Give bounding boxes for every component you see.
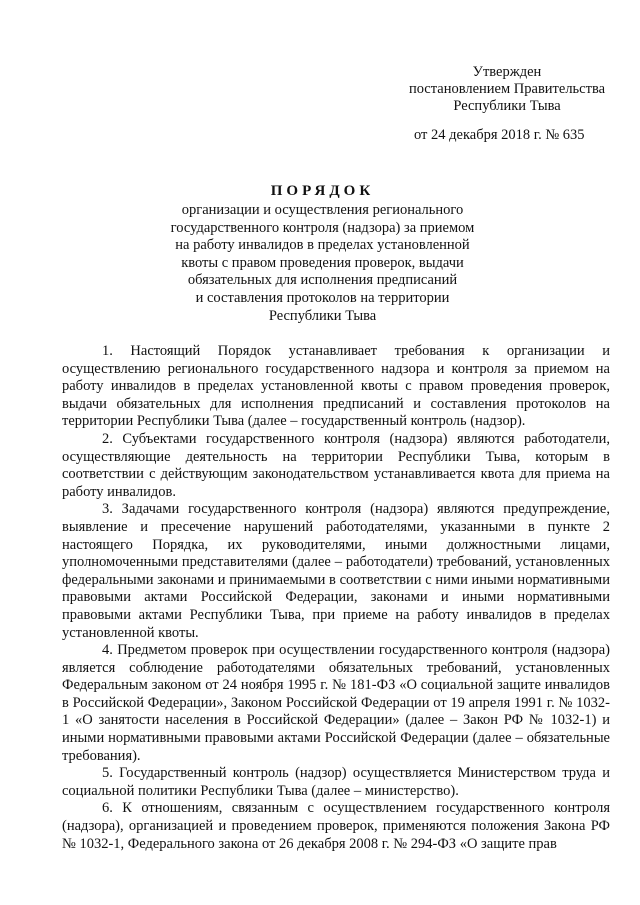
paragraph-1: 1. Настоящий Порядок устанавливает требования к организации и осуществлению регионального государственного надзора и контроля за приемом на работу инвалидов в пределах установленной квоты с правом проведения проверок, выдачи обязательных для исполнения предписаний и составления протоколов на территории Республики Тыва (далее – государственный контроль (надзор).: [62, 343, 610, 430]
subtitle-line: государственного контроля (надзора) за приемом: [170, 219, 475, 236]
subtitle-line: квоты с правом проведения проверок, выдачи: [181, 254, 464, 271]
subtitle-line: Республики Тыва: [268, 307, 377, 324]
paragraph-5: 5. Государственный контроль (надзор) осуществляется Министерством труда и социальной политики Республики Тыва (далее – министерство).: [62, 765, 610, 799]
paragraph-6: 6. К отношениям, связанным с осуществлением государственного контроля (надзора), организацией и проведением проверок, применяются положения Закона РФ № 1032-1, Федерального закона от 26 декабря 2008 г. № 294-ФЗ «О защите прав: [62, 800, 610, 852]
approval-line-approved: Утвержден: [472, 64, 542, 80]
subtitle-line: обязательных для исполнения предписаний: [187, 272, 458, 289]
paragraph-3: 3. Задачами государственного контроля (надзора) являются предупреждение, выявление и пресечение нарушений работодателями, указанными в пункте 2 настоящего Порядка, их руководителями, иными должностными лицами, уполномоченными представителями (далее – работодатели) требований, установленных федеральными законами и принимаемыми в соответствии с ними иными нормативными правовыми актами Российской Федерации, законами и иными нормативными правовыми актами Республики Тыва, при приеме на работу инвалидов в пределах установленной квоты.: [62, 501, 610, 641]
subtitle-line: на работу инвалидов в пределах установленной: [175, 237, 470, 254]
paragraph-2: 2. Субъектами государственного контроля (надзора) являются работодатели, осуществляющие деятельность на территории Республики Тыва, которым в соответствии с действующим законодательством устанавливается квота для приема на работу инвалидов.: [62, 430, 610, 500]
approval-line-resolution: постановлением Правительства: [408, 81, 606, 97]
subtitle-line: и составления протоколов на территории: [195, 289, 450, 306]
approval-date: от 24 декабря 2018 г. № 635: [414, 127, 585, 143]
approval-stamp: [402, 64, 612, 115]
document-body: [62, 343, 610, 853]
paragraph-4: 4. Предметом проверок при осуществлении государственного контроля (надзора) является соблюдение работодателями обязательных требований, установленных Федеральным законом от 24 ноября 1995 г. № 181-ФЗ «О социальной защите инвалидов в Российской Федерации», Законом Российской Федерации от 19 апреля 1991 г. № 1032-1 «О занятости населения в Российской Федерации» (далее – Закон РФ № 1032-1) и иными нормативными правовыми актами Российской Федерации (далее – обязательные требования).: [62, 642, 610, 764]
document-subtitle: [130, 202, 515, 325]
subtitle-line: организации и осуществления регионального: [181, 202, 464, 218]
document-title: ПОРЯДОК: [270, 183, 375, 199]
approval-line-republic: Республики Тыва: [453, 98, 561, 114]
